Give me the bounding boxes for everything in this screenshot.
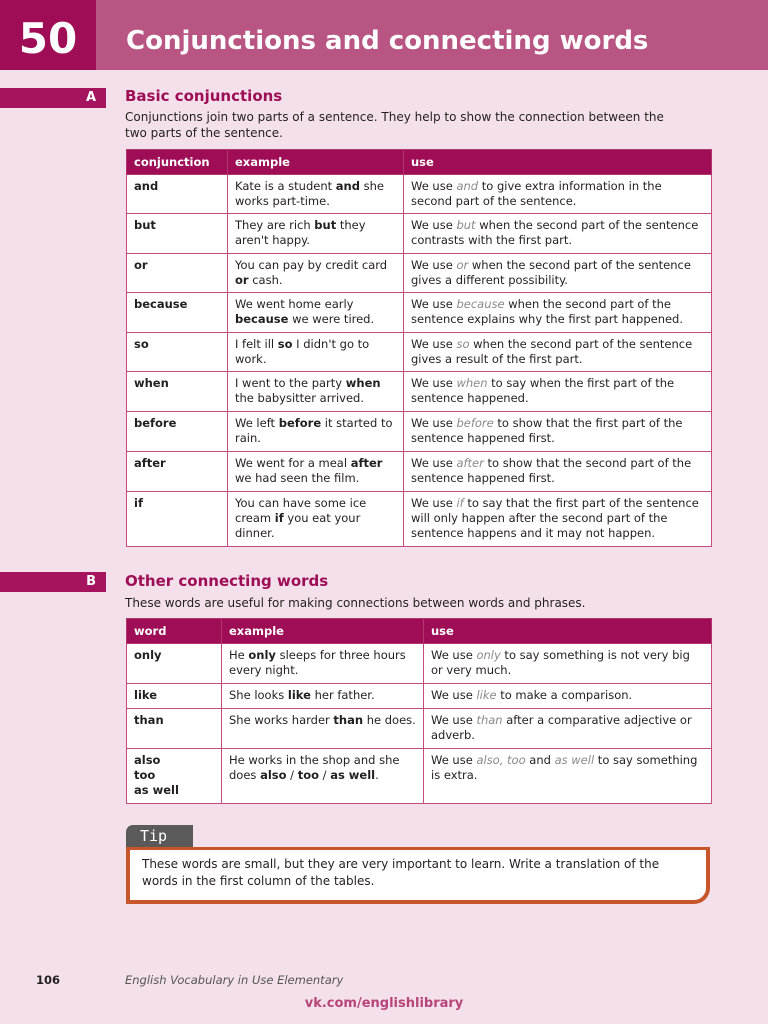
table-row xyxy=(127,684,712,709)
unit-number: 50 xyxy=(0,0,96,70)
word-cell: only xyxy=(127,644,222,684)
word-cell: after xyxy=(127,452,228,492)
use-cell: We use because when the second part of the sentence explains why the first part happened. xyxy=(404,293,712,333)
example-cell: He works in the shop and she does also / too / as well. xyxy=(222,749,424,804)
word-cell: before xyxy=(127,412,228,452)
example-cell: You can pay by credit card or cash. xyxy=(228,254,404,293)
example-cell: They are rich but they aren't happy. xyxy=(228,214,404,254)
section-a-intro: Conjunctions join two parts of a sentence. They help to show the connection between the two parts of the sentence. xyxy=(125,110,664,140)
use-cell: We use also, too and as well to say something is extra. xyxy=(424,749,712,804)
table-row xyxy=(127,749,712,804)
table-row xyxy=(127,333,712,372)
use-cell: We use like to make a comparison. xyxy=(424,684,712,709)
use-cell: We use and to give extra information in the second part of the sentence. xyxy=(404,175,712,214)
use-cell: We use if to say that the first part of the sentence will only happen after the second part of the sentence happens and it may not happen. xyxy=(404,492,712,547)
column-header: word xyxy=(127,619,222,644)
tip-text: These words are small, but they are very important to learn. Write a translation of the words in the first column of the tables. xyxy=(142,857,660,888)
page-number: 106 xyxy=(36,973,61,987)
word-cell: if xyxy=(127,492,228,547)
table-header-row xyxy=(127,150,712,175)
section-a-title: Basic conjunctions xyxy=(125,87,283,105)
use-cell: We use but when the second part of the sentence contrasts with the first part. xyxy=(404,214,712,254)
word-cell: but xyxy=(127,214,228,254)
column-header: conjunction xyxy=(127,150,228,175)
word-cell: also too as well xyxy=(127,749,222,804)
use-cell: We use after to show that the second part of the sentence happened first. xyxy=(404,452,712,492)
use-cell: We use than after a comparative adjective or adverb. xyxy=(424,709,712,749)
use-cell: We use or when the second part of the sentence gives a different possibility. xyxy=(404,254,712,293)
word-cell: because xyxy=(127,293,228,333)
example-cell: We went for a meal after we had seen the film. xyxy=(228,452,404,492)
table-row xyxy=(127,412,712,452)
book-title: English Vocabulary in Use Elementary xyxy=(125,973,344,987)
example-cell: She looks like her father. xyxy=(222,684,424,709)
use-cell: We use when to say when the first part of the sentence happened. xyxy=(404,372,712,412)
table-row xyxy=(127,452,712,492)
column-header: example xyxy=(228,150,404,175)
column-header: example xyxy=(222,619,424,644)
use-cell: We use so when the second part of the sentence gives a result of the first part. xyxy=(404,333,712,372)
example-cell: Kate is a student and she works part-time. xyxy=(228,175,404,214)
table-row xyxy=(127,644,712,684)
table-row xyxy=(127,293,712,333)
example-cell: He only sleeps for three hours every night. xyxy=(222,644,424,684)
example-cell: We left before it started to rain. xyxy=(228,412,404,452)
table-row xyxy=(127,254,712,293)
example-cell: She works harder than he does. xyxy=(222,709,424,749)
use-cell: We use before to show that the first part of the sentence happened first. xyxy=(404,412,712,452)
table-row xyxy=(127,175,712,214)
column-header: use xyxy=(404,150,712,175)
watermark: vk.com/englishlibrary xyxy=(304,996,464,1011)
word-cell: or xyxy=(127,254,228,293)
example-cell: We went home early because we were tired. xyxy=(228,293,404,333)
tip-label: Tip xyxy=(126,825,193,847)
section-b-intro: These words are useful for making connections between words and phrases. xyxy=(125,596,586,610)
word-cell: so xyxy=(127,333,228,372)
table-row xyxy=(127,709,712,749)
conjunctions-table xyxy=(126,149,712,547)
section-a-tag: A xyxy=(0,88,106,108)
example-cell: I felt ill so I didn't go to work. xyxy=(228,333,404,372)
example-cell: I went to the party when the babysitter arrived. xyxy=(228,372,404,412)
word-cell: than xyxy=(127,709,222,749)
word-cell: and xyxy=(127,175,228,214)
connecting-words-table xyxy=(126,618,712,804)
section-b-tag: B xyxy=(0,572,106,592)
column-header: use xyxy=(424,619,712,644)
example-cell: You can have some ice cream if you eat your dinner. xyxy=(228,492,404,547)
tip-box xyxy=(126,847,710,904)
section-b-title: Other connecting words xyxy=(125,572,329,590)
table-row xyxy=(127,492,712,547)
table-row xyxy=(127,372,712,412)
word-cell: like xyxy=(127,684,222,709)
use-cell: We use only to say something is not very big or very much. xyxy=(424,644,712,684)
table-row xyxy=(127,214,712,254)
table-header-row xyxy=(127,619,712,644)
word-cell: when xyxy=(127,372,228,412)
unit-title: Conjunctions and connecting words xyxy=(126,26,649,56)
unit-header xyxy=(0,0,768,70)
